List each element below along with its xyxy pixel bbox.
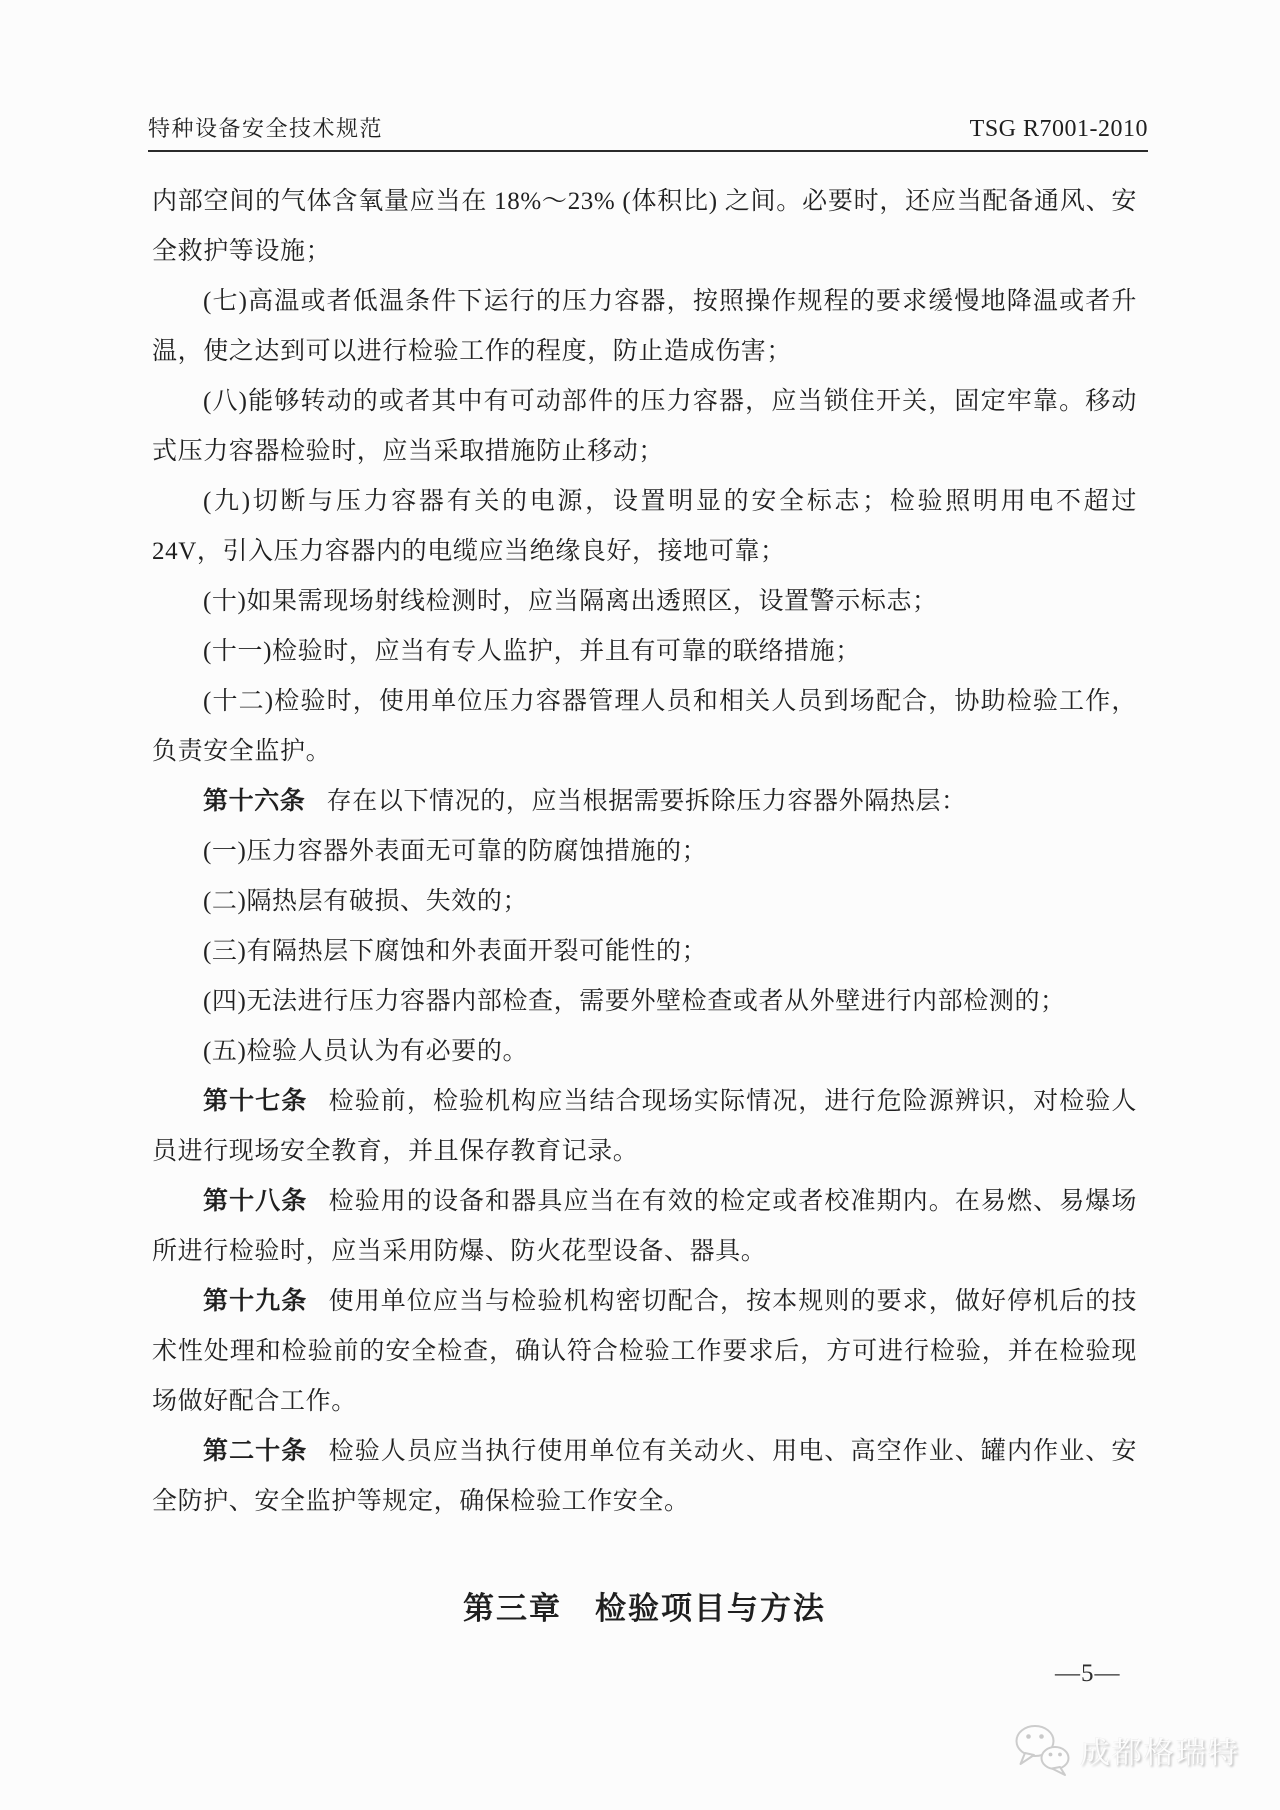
paragraph — [152, 1277, 1137, 1427]
article-number: 第十九条 — [203, 1288, 308, 1315]
page-number: —5— — [1055, 1660, 1121, 1687]
paragraph — [152, 377, 1137, 477]
paragraph — [152, 877, 1137, 927]
paragraph — [152, 1427, 1137, 1527]
paragraph — [152, 927, 1137, 977]
paragraph — [152, 827, 1137, 877]
paragraph-text: (九)切断与压力容器有关的电源，设置明显的安全标志；检验照明用电不超过 24V，引入压力容器内的电缆应当绝缘良好，接地可靠； — [152, 488, 1137, 565]
paragraph-text: 检验前，检验机构应当结合现场实际情况，进行危险源辨识，对检验人员进行现场安全教育，并且保存教育记录。 — [152, 1088, 1137, 1165]
paragraph-text: (五)检验人员认为有必要的。 — [203, 1038, 529, 1065]
paragraph-text: 检验人员应当执行使用单位有关动火、用电、高空作业、罐内作业、安全防护、安全监护等规定，确保检验工作安全。 — [152, 1438, 1137, 1515]
paragraph — [152, 627, 1137, 677]
paragraph — [152, 177, 1137, 277]
paragraph — [152, 1027, 1137, 1077]
paragraph-text: (二)隔热层有破损、失效的； — [203, 888, 529, 915]
header-title: 特种设备安全技术规范 — [148, 116, 384, 141]
paragraph-text: (一)压力容器外表面无可靠的防腐蚀措施的； — [203, 838, 708, 865]
article-number: 第十六条 — [203, 788, 306, 815]
watermark-text: 成都格瑞特 — [1080, 1737, 1240, 1770]
paragraph-text: (八)能够转动的或者其中有可动部件的压力容器，应当锁住开关，固定牢靠。移动式压力容器检验时，应当采取措施防止移动； — [152, 388, 1137, 465]
paragraph — [152, 777, 1137, 827]
paragraph-text: 内部空间的气体含氧量应当在 18%～23% (体积比) 之间。必要时，还应当配备通风、安全救护等设施； — [152, 188, 1137, 265]
paragraph-text: 存在以下情况的，应当根据需要拆除压力容器外隔热层： — [326, 788, 967, 815]
header-document-code: TSG R7001-2010 — [969, 116, 1148, 142]
paragraph-text: (三)有隔热层下腐蚀和外表面开裂可能性的； — [203, 938, 708, 965]
paragraph — [152, 1077, 1137, 1177]
paragraph-text: (十)如果需现场射线检测时，应当隔离出透照区，设置警示标志； — [203, 588, 938, 615]
paragraph — [152, 477, 1137, 577]
paragraph-text: (十一)检验时，应当有专人监护，并且有可靠的联络措施； — [203, 638, 861, 665]
paragraph-text: (十二)检验时，使用单位压力容器管理人员和相关人员到场配合，协助检验工作，负责安全监护。 — [152, 688, 1137, 765]
watermark — [1012, 1722, 1240, 1778]
article-number: 第十八条 — [203, 1188, 308, 1215]
document-body — [152, 177, 1137, 1639]
paragraph — [152, 1177, 1137, 1277]
paragraph — [152, 677, 1137, 777]
paragraph — [152, 977, 1137, 1027]
paragraph — [152, 577, 1137, 627]
page-header — [148, 112, 1148, 152]
wechat-icon — [1012, 1722, 1074, 1778]
chapter-heading: 第三章 检验项目与方法 — [463, 1591, 826, 1626]
paragraph-text: (七)高温或者低温条件下运行的压力容器，按照操作规程的要求缓慢地降温或者升温，使之达到可以进行检验工作的程度，防止造成伤害； — [152, 288, 1137, 365]
paragraph — [152, 277, 1137, 377]
paragraph-text: 使用单位应当与检验机构密切配合，按本规则的要求，做好停机后的技术性处理和检验前的安全检查，确认符合检验工作要求后，方可进行检验，并在检验现场做好配合工作。 — [152, 1288, 1137, 1415]
paragraph-text: 检验用的设备和器具应当在有效的检定或者校准期内。在易燃、易爆场所进行检验时，应当采用防爆、防火花型设备、器具。 — [152, 1188, 1137, 1265]
article-number: 第十七条 — [203, 1088, 308, 1115]
paragraph-text: (四)无法进行压力容器内部检查，需要外壁检查或者从外壁进行内部检测的； — [203, 988, 1066, 1015]
article-number: 第二十条 — [203, 1438, 308, 1465]
